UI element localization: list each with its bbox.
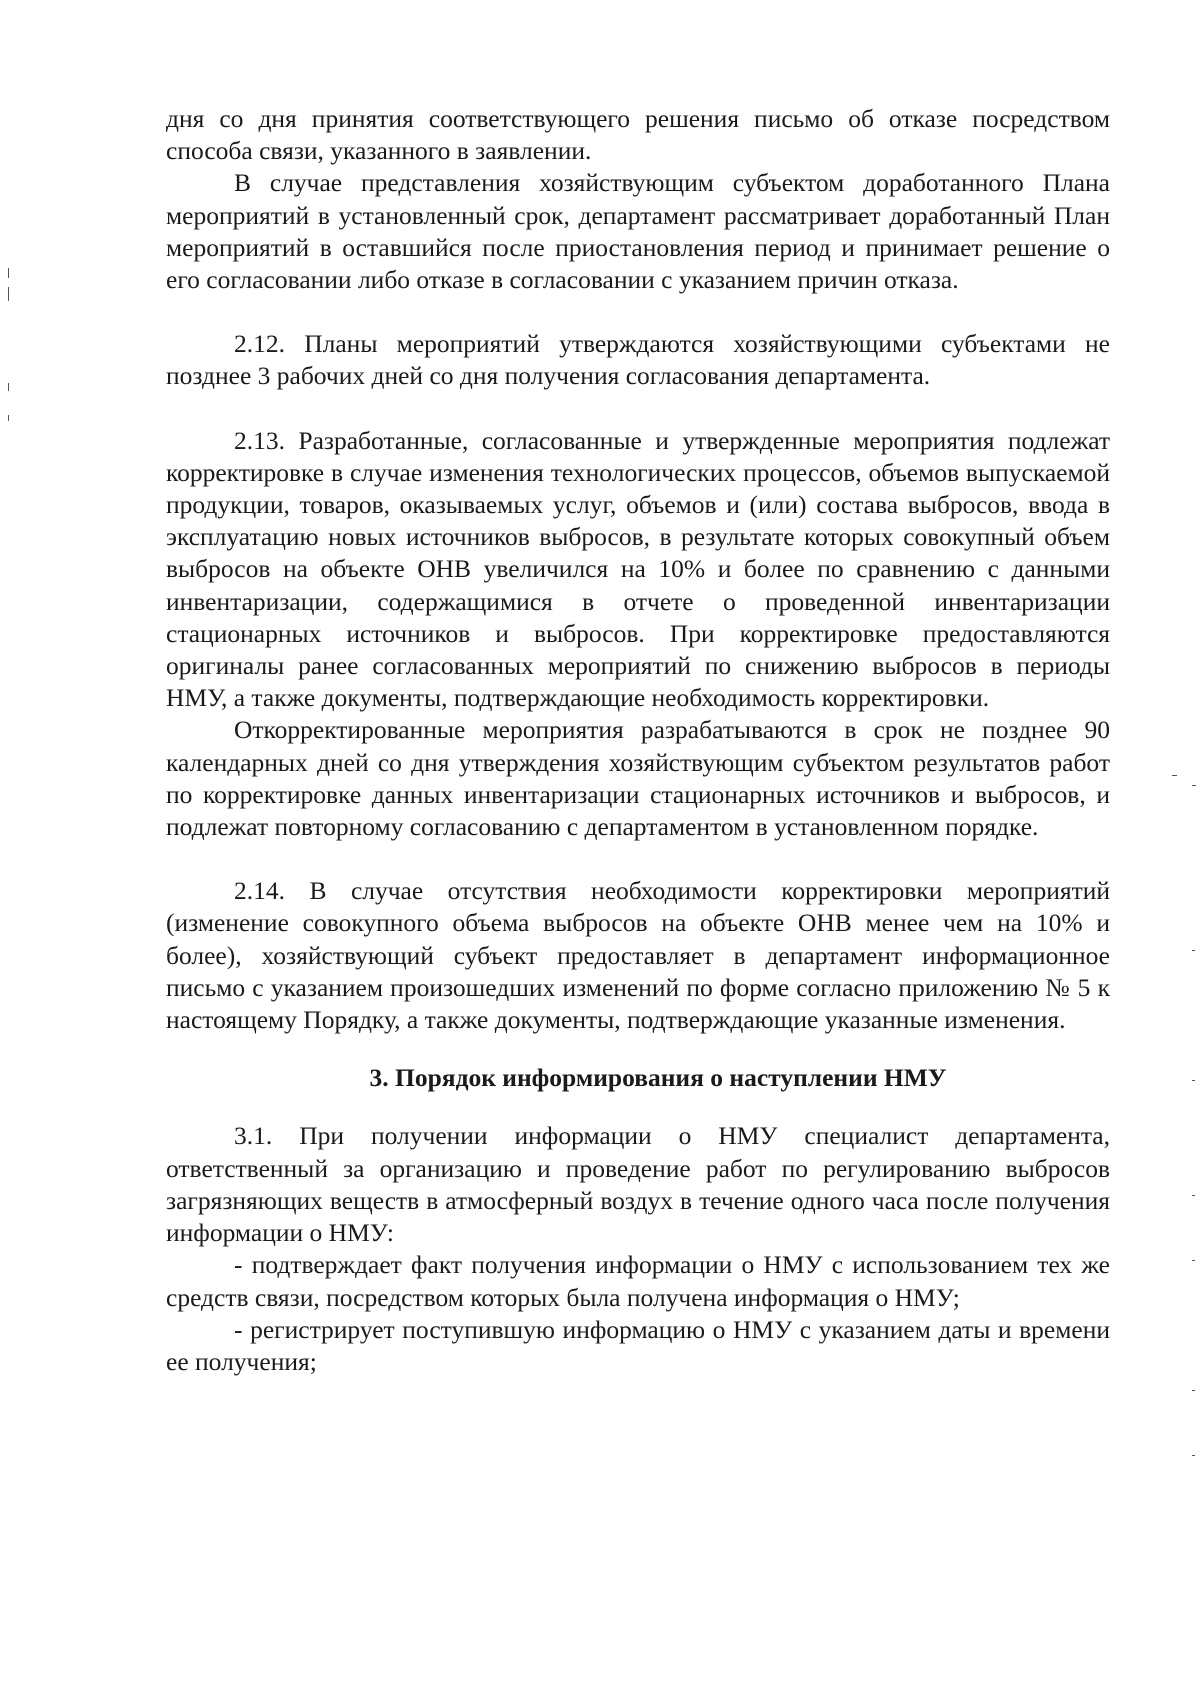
scan-mark [1192,785,1196,786]
scan-mark [8,268,9,278]
scan-mark [1192,950,1195,951]
paragraph-revised-plan: В случае представления хозяйствующим субъектом доработанного Плана мероприятий в установленный срок, департамент рассматривает доработанный План мероприятий в оставшийся после приостановления период и принимает решение о его согласовании либо отказе в согласовании с указанием причин отказа. [166,168,1110,295]
scan-mark [1192,1080,1195,1081]
paragraph-corrected-measures: Откорректированные мероприятия разрабатываются в срок не позднее 90 календарных дней со дня утверждения хозяйствующим субъектом результатов работ по корректировке данных инвентаризации стационарных источников и выбросов, и подлежат повторному согласованию с департаментом в установленном порядке. [166,715,1110,842]
scan-mark [1172,775,1177,776]
list-item: - регистрирует поступившую информацию о НМУ с указанием даты и времени ее получения; [166,1314,1110,1376]
paragraph-2-12: 2.12. Планы мероприятий утверждаются хозяйствующими субъектами не позднее 3 рабочих дней со дня получения согласования департамента. [166,329,1110,391]
document-body [166,103,1110,1378]
paragraph-2-13: 2.13. Разработанные, согласованные и утвержденные мероприятия подлежат корректировке в случае изменения технологических процессов, объемов выпускаемой продукции, товаров, оказываемых услуг, объемов и (или) состава выбросов, ввода в эксплуатацию новых источников выбросов, в результате которых совокупный объем выбросов на объекте ОНВ увеличился на 10% и более по сравнению с данными инвентаризации, содержащимися в отчете о проведенной инвентаризации стационарных источников и выбросов. При корректировке предоставляются оригиналы ранее согласованных мероприятий по снижению выбросов в периоды НМУ, а также документы, подтверждающие необходимость корректировки. [166,425,1110,713]
paragraph-3-1: 3.1. При получении информации о НМУ специалист департамента, ответственный за организацию и проведение работ по регулированию выбросов загрязняющих веществ в атмосферный воздух в течение одного часа после получения информации о НМУ: [166,1121,1110,1248]
scan-mark [1192,1390,1195,1391]
paragraph-continuation: дня со дня принятия соответствующего решения письмо об отказе посредством способа связи, указанного в заявлении. [166,104,1110,166]
paragraph-2-14: 2.14. В случае отсутствия необходимости корректировки мероприятий (изменение совокупного объема выбросов на объекте ОНВ менее чем на 10% и более), хозяйствующий субъект предоставляет в департамент информационное письмо с указанием произошедших изменений по форме согласно приложению № 5 к настоящему Порядку, а также документы, подтверждающие указанные изменения. [166,876,1110,1035]
scan-mark [8,287,9,301]
scan-mark [1192,1260,1195,1261]
scan-mark [8,383,9,391]
scan-mark [1192,1455,1195,1456]
scan-mark [1192,1195,1195,1196]
section-3-heading: 3. Порядок информирования о наступлении НМУ [369,1063,947,1093]
list-item: - подтверждает факт получения информации о НМУ с использованием тех же средств связи, посредством которых была получена информация о НМУ; [166,1250,1110,1312]
scan-mark [8,415,9,421]
